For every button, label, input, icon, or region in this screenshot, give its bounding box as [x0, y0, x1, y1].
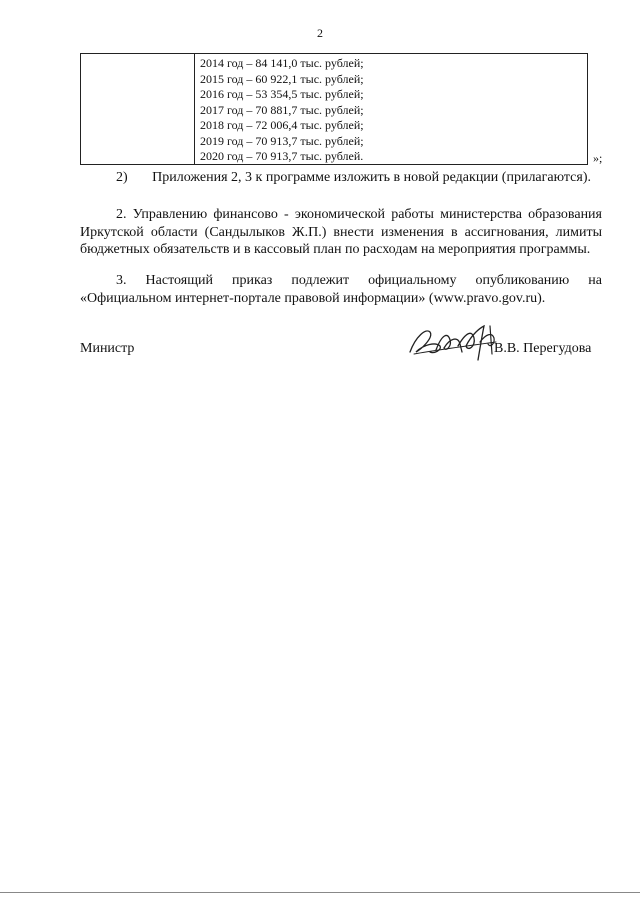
table-closing-quote: »;: [593, 151, 603, 165]
funding-row: 2018 год – 72 006,4 тыс. рублей;: [200, 118, 364, 132]
paragraph-publication: 3. Настоящий приказ подлежит официальному опубликованию на «Официальном интернет-портале правовой информации» (www.pravo.gov.ru).: [80, 273, 602, 306]
handwritten-signature: [406, 322, 502, 362]
page-number: 2: [317, 26, 323, 40]
funding-row: 2020 год – 70 913,7 тыс. рублей.: [200, 149, 364, 163]
funding-row: 2017 год – 70 881,7 тыс. рублей;: [200, 102, 364, 117]
funding-table: [80, 53, 588, 165]
funding-row: 2019 год – 70 913,7 тыс. рублей;: [200, 133, 364, 148]
funding-rows: [200, 56, 364, 165]
paragraph-finance-department: 2. Управлению финансово - экономической работы министерства образования Иркутской области (Сандылыков Ж.П.) внести изменения в ассигнования, лимиты бюджетных обязательств и в кассовый план по расходам на мероприятия программы.: [80, 207, 602, 257]
paragraph-appendices: 2) Приложения 2, 3 к программе изложить в новой редакции (прилагаются).: [116, 170, 591, 185]
table-column-divider: [194, 54, 195, 164]
funding-row: 2014 год – 84 141,0 тыс. рублей;: [200, 56, 364, 70]
funding-row: 2016 год – 53 354,5 тыс. рублей;: [200, 87, 364, 101]
signatory-position: Министр: [80, 341, 135, 356]
signatory-name: В.В. Перегудова: [494, 341, 592, 356]
bottom-rule: [0, 892, 640, 893]
funding-row: 2015 год – 60 922,1 тыс. рублей;: [200, 71, 364, 86]
